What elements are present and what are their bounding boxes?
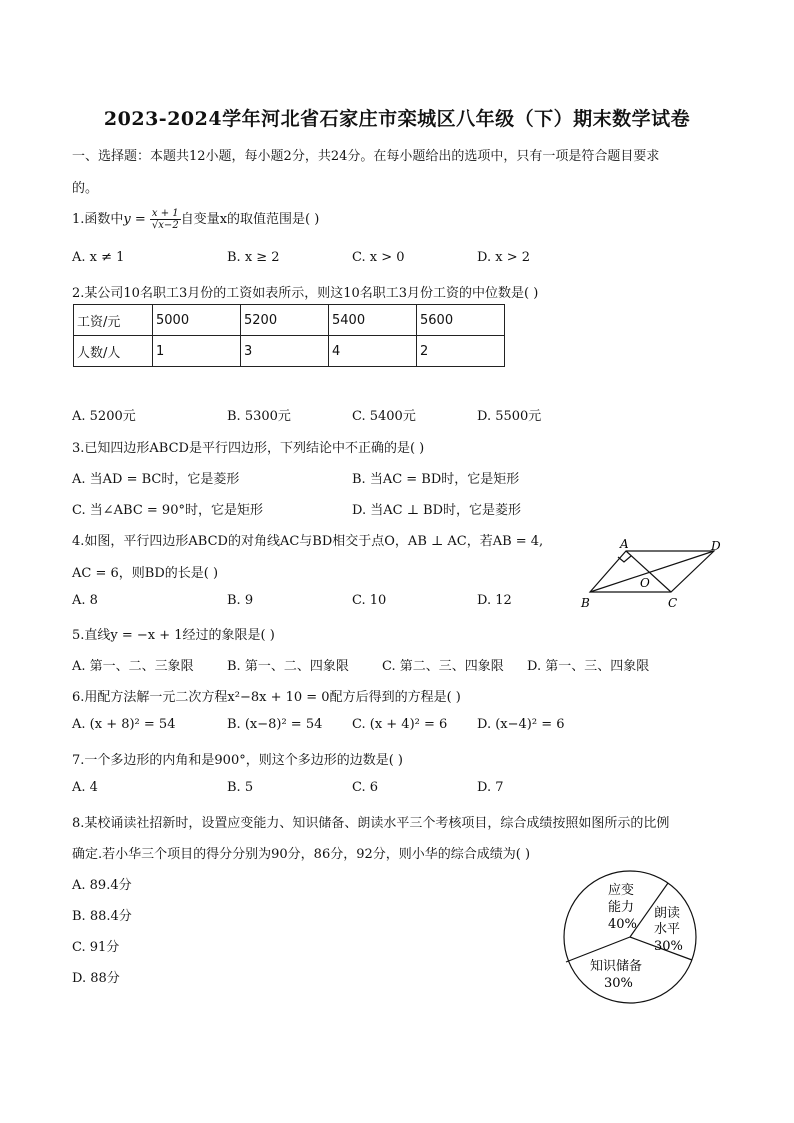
q4-option-c: C. 10 [352,593,387,608]
q4-stem-line1: 4.如图，平行四边形ABCD的对角线AC与BD相交于点O，AB ⊥ AC，若AB = 4, [72,534,544,549]
q3-option-c: C. 当∠ABC = 90°时，它是矩形 [72,503,263,518]
pie-percent-reading: 30% [654,939,683,954]
q3-option-b: B. 当AC = BD时，它是矩形 [352,472,520,487]
pie-label-adapt-1: 应变 [608,883,635,898]
table-cell: 1 [153,336,241,367]
q6-option-a: A. (x + 8)² = 54 [72,717,176,732]
label-d: D [711,539,721,553]
q1-option-c: C. x > 0 [352,250,405,265]
pie-percent-adapt: 40% [608,917,637,932]
table-cell: 5000 [153,305,241,336]
q2-option-d: D. 5500元 [477,409,542,424]
table-cell: 3 [241,336,329,367]
table-row [74,305,505,336]
q1-stem [72,208,319,231]
exam-title: 2023-2024学年河北省石家庄市栾城区八年级（下）期末数学试卷 [103,108,691,130]
q1-y: y = [123,212,146,227]
q8-option-c: C. 91分 [72,940,120,955]
q1-fraction [150,208,181,231]
pie-figure [560,866,700,1008]
table-cell: 人数/人 [74,336,153,367]
q2-option-b: B. 5300元 [227,409,291,424]
label-b: B [581,596,590,610]
q2-option-c: C. 5400元 [352,409,416,424]
q8-option-b: B. 88.4分 [72,909,132,924]
q4-option-b: B. 9 [227,593,254,608]
q1-prefix: 1.函数中 [72,212,124,227]
table-cell: 5400 [329,305,417,336]
q5-option-d: D. 第一、三、四象限 [527,659,650,674]
q6-stem: 6.用配方法解一元二次方程x²−8x + 10 = 0配方后得到的方程是( ) [72,690,461,705]
pie-label-reading-2: 水平 [654,922,681,937]
q7-option-c: C. 6 [352,780,379,795]
q8-option-a: A. 89.4分 [72,878,132,893]
q4-option-a: A. 8 [72,593,98,608]
section-instruction-line1: 一、选择题：本题共12小题，每小题2分，共24分。在每小题给出的选项中，只有一项是符合题目要求 [72,149,660,164]
q5-option-c: C. 第二、三、四象限 [382,659,504,674]
q1-denominator: √x−2 [151,220,179,231]
pie-label-knowledge: 知识储备 [590,959,643,974]
q1-option-a: A. x ≠ 1 [72,250,125,265]
q1-option-d: D. x > 2 [477,250,530,265]
q7-option-d: D. 7 [477,780,504,795]
q4-stem-line2: AC = 6，则BD的长是( ) [72,566,219,581]
q3-stem: 3.已知四边形ABCD是平行四边形，下列结论中不正确的是( ) [72,441,425,456]
table-cell: 工资/元 [74,305,153,336]
q8-stem-line1: 8.某校诵读社招新时，设置应变能力、知识储备、朗读水平三个考核项目，综合成绩按照如图所示的比例 [72,816,670,831]
q5-stem: 5.直线y = −x + 1经过的象限是( ) [72,628,275,643]
table-cell: 5200 [241,305,329,336]
wage-table [73,304,505,367]
q7-stem: 7.一个多边形的内角和是900°，则这个多边形的边数是( ) [72,753,403,768]
q1-suffix: 自变量x的取值范围是( ) [180,212,320,227]
q3-option-d: D. 当AC ⊥ BD时，它是菱形 [352,503,522,518]
pie-label-adapt-2: 能力 [608,900,635,915]
q3-option-a: A. 当AD = BC时，它是菱形 [72,472,240,487]
q6-option-b: B. (x−8)² = 54 [227,717,323,732]
q6-option-c: C. (x + 4)² = 6 [352,717,448,732]
q5-option-a: A. 第一、二、三象限 [72,659,194,674]
q1-option-b: B. x ≥ 2 [227,250,280,265]
label-c: C [668,596,678,610]
pie-label-reading-1: 朗读 [654,906,681,921]
table-cell: 5600 [417,305,505,336]
q4-option-d: D. 12 [477,593,512,608]
q8-option-d: D. 88分 [72,971,120,986]
right-angle-mark [618,556,631,562]
q7-option-b: B. 5 [227,780,254,795]
section-instruction-line2: 的。 [72,181,99,196]
table-row [74,336,505,367]
label-o: O [640,576,650,590]
table-cell: 4 [329,336,417,367]
q6-option-d: D. (x−4)² = 6 [477,717,565,732]
q7-option-a: A. 4 [72,780,98,795]
q2-stem: 2.某公司10名职工3月份的工资如表所示，则这10名职工3月份工资的中位数是( ) [72,286,539,301]
pie-percent-knowledge: 30% [604,976,633,991]
q8-stem-line2: 确定.若小华三个项目的得分分别为90分，86分，92分，则小华的综合成绩为( ) [72,847,531,862]
q1-numerator: x + 1 [150,208,181,220]
table-cell: 2 [417,336,505,367]
q5-option-b: B. 第一、二、四象限 [227,659,349,674]
q2-option-a: A. 5200元 [72,409,136,424]
parallelogram-figure [575,535,730,615]
label-a: A [620,537,629,551]
